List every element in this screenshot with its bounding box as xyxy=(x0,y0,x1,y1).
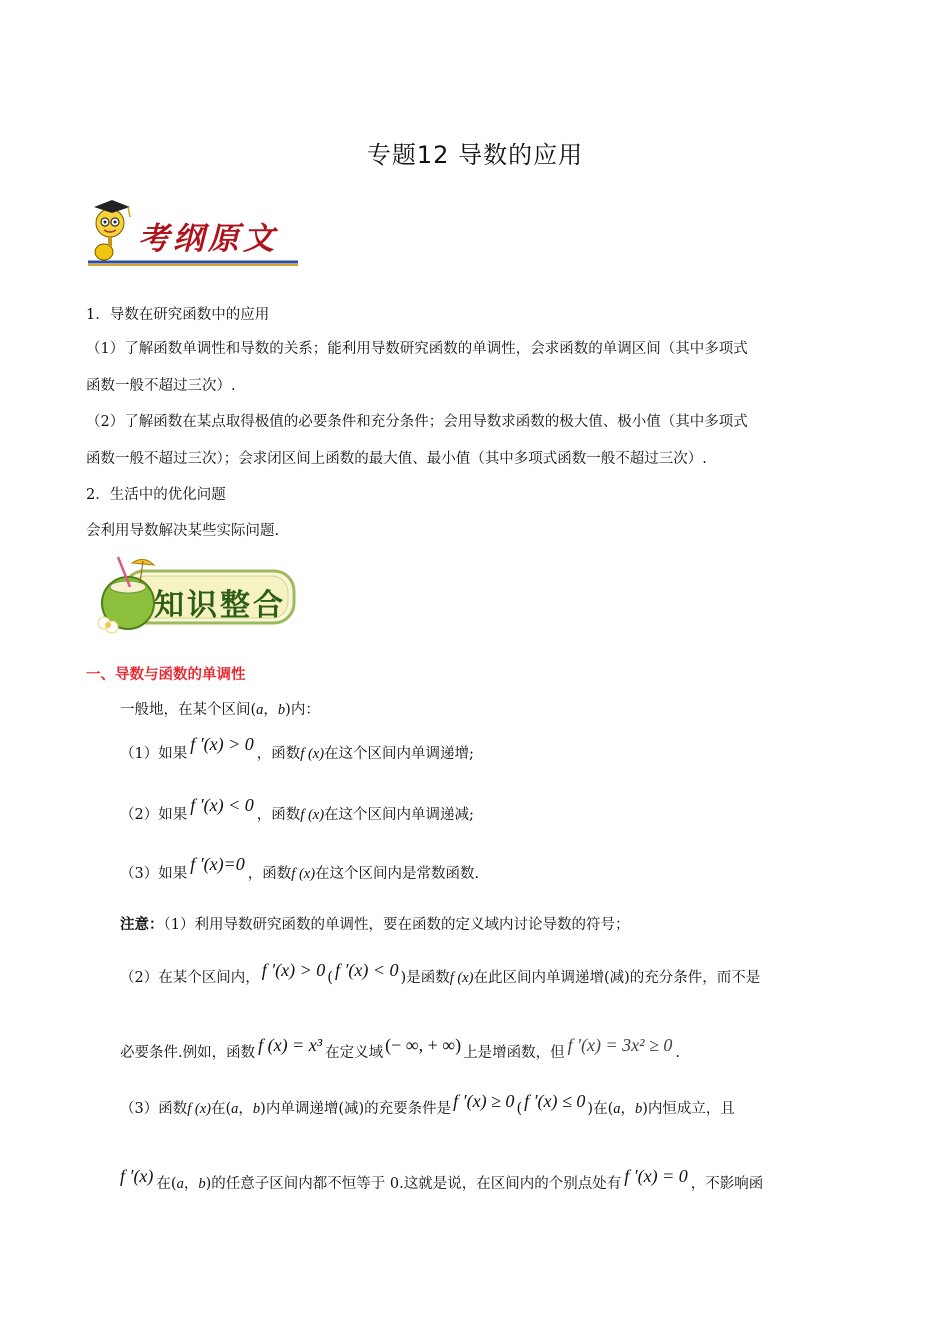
derivative-positive-formula: f ′(x) > 0 xyxy=(190,734,254,754)
syllabus-line-3: 函数一般不超过三次）. xyxy=(86,378,236,394)
syllabus-line-7: 会利用导数解决某些实际问题. xyxy=(86,523,280,539)
derivative-zero-formula: f ′(x)=0 xyxy=(190,854,245,874)
case-3: （3）如果 f ′(x)=0 ，函数f (x)在这个区间内是常数函数. xyxy=(120,854,480,882)
derivative-negative-formula: f ′(x) < 0 xyxy=(190,795,254,815)
syllabus-line-6: 2．生活中的优化问题 xyxy=(86,487,226,503)
note-3: （3）函数f (x)在(a，b)内单调递增(减)的充要条件是 f ′(x) ≥ 0 ( f ′(x) ≤ 0 )在(a，b)内恒成立，且 xyxy=(120,1091,735,1117)
intro-line: 一般地，在某个区间(a，b)内： xyxy=(120,702,320,718)
syllabus-banner-text: 考纲原文 xyxy=(138,221,278,257)
page-title: 专题12 导数的应用 xyxy=(366,141,584,169)
knowledge-banner-text: 知识整合 xyxy=(154,588,286,623)
note-1: 注意：（1）利用导数研究函数的单调性，要在函数的定义域内讨论导数的符号； xyxy=(120,916,630,933)
case-2: （2）如果 f ′(x) < 0 ，函数f (x)在这个区间内单调递减; xyxy=(120,795,474,823)
note-2: （2）在某个区间内， f ′(x) > 0 ( f ′(x) < 0 )是函数f (x)在此区间内单调递增(减)的充分条件，而不是 xyxy=(120,960,761,986)
section-heading: 一、导数与函数的单调性 xyxy=(86,667,246,683)
case-1: （1）如果 f ′(x) > 0 ，函数f (x)在这个区间内单调递增; xyxy=(120,734,474,762)
syllabus-banner xyxy=(86,195,301,267)
syllabus-line-5: 函数一般不超过三次）；会求闭区间上函数的最大值、最小值（其中多项式函数一般不超过三次）. xyxy=(86,451,707,467)
knowledge-banner xyxy=(88,555,300,637)
note-2-cont: 必要条件.例如，函数 f (x) = x³ 在定义域 (− ∞, + ∞) 上是增函数，但 f ′(x) = 3x² ≥ 0 . xyxy=(120,1035,681,1061)
syllabus-line-1: 1．导数在研究函数中的应用 xyxy=(86,307,270,323)
syllabus-line-4: （2）了解函数在某点取得极值的必要条件和充分条件；会用导数求函数的极大值、极小值（其中多项式 xyxy=(86,414,748,430)
note-3-cont: f ′(x) 在(a，b)的任意子区间内都不恒等于 0.这就是说，在区间内的个别点处有 f ′(x) = 0 ，不影响函 xyxy=(120,1166,764,1192)
syllabus-line-2: （1）了解函数单调性和导数的关系；能利用导数研究函数的单调性，会求函数的单调区间（其中多项式 xyxy=(86,341,748,357)
